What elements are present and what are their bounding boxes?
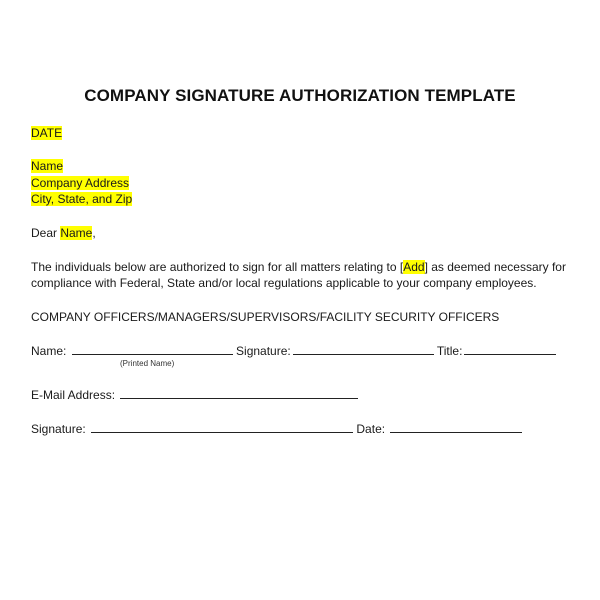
signature-field[interactable] bbox=[293, 343, 434, 355]
salutation-suffix: , bbox=[92, 226, 96, 240]
signature-label: Signature: bbox=[236, 344, 291, 358]
body-line-1-end: ] as deemed necessary for bbox=[424, 260, 566, 274]
name-field[interactable] bbox=[72, 343, 233, 355]
salutation-prefix: Dear bbox=[31, 226, 61, 240]
recipient-name-highlight: Name bbox=[31, 159, 64, 173]
printed-name-hint: (Printed Name) bbox=[120, 359, 175, 368]
recipient-city-state-zip bbox=[31, 191, 132, 207]
date-field[interactable] bbox=[390, 421, 522, 433]
body-add-highlight: Add bbox=[403, 260, 425, 274]
salutation-name-highlight: Name bbox=[60, 226, 93, 240]
body-line-1-start: The individuals below are authorized to sign for all matters relating to [ bbox=[31, 260, 404, 274]
title-field[interactable] bbox=[464, 343, 556, 355]
document-title: COMPANY SIGNATURE AUTHORIZATION TEMPLATE bbox=[84, 86, 516, 105]
signature-date-row bbox=[31, 421, 522, 436]
email-row bbox=[31, 387, 358, 402]
email-field[interactable] bbox=[120, 387, 358, 399]
officer-row bbox=[31, 343, 556, 358]
salutation bbox=[31, 225, 96, 241]
recipient-address bbox=[31, 175, 129, 191]
body-line-1 bbox=[31, 259, 566, 275]
recipient-name bbox=[31, 158, 63, 174]
body-line-2: compliance with Federal, State and/or local regulations applicable to your company employees. bbox=[31, 276, 537, 290]
title-label: Title: bbox=[436, 344, 463, 358]
date-placeholder bbox=[31, 125, 62, 141]
date-highlight: DATE bbox=[31, 126, 63, 140]
name-label: Name: bbox=[31, 344, 67, 358]
recipient-address-highlight: Company Address bbox=[31, 176, 130, 190]
signature2-field[interactable] bbox=[91, 421, 353, 433]
section-heading: COMPANY OFFICERS/MANAGERS/SUPERVISORS/FACILITY SECURITY OFFICERS bbox=[31, 310, 500, 324]
signature2-label: Signature: bbox=[31, 422, 86, 436]
date-field-label: Date: bbox=[356, 422, 386, 436]
email-label: E-Mail Address: bbox=[31, 388, 116, 402]
recipient-city-highlight: City, State, and Zip bbox=[31, 192, 133, 206]
